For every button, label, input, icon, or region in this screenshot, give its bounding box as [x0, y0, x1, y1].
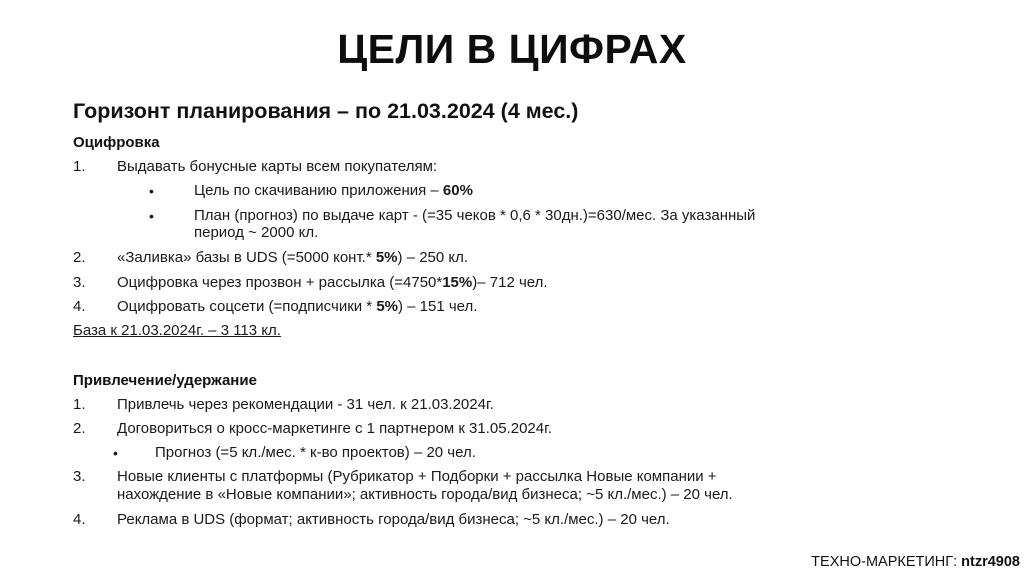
- retention-heading: Привлечение/удержание: [73, 372, 257, 389]
- retention-sub-item-1: Прогноз (=5 кл./мес. * к-во проектов) – 20 чел.: [155, 444, 476, 461]
- digitization-item-1-number: 1.: [73, 158, 86, 175]
- retention-item-2-text: Договориться о кросс-маркетинге с 1 партнером к 31.05.2024г.: [117, 420, 552, 437]
- base-total: База к 21.03.2024г. – 3 113 кл.: [73, 322, 281, 339]
- digitization-sub-item-2-line-2: период ~ 2000 кл.: [194, 224, 319, 241]
- page-title: ЦЕЛИ В ЦИФРАХ: [337, 26, 687, 72]
- retention-item-1-number: 1.: [73, 396, 86, 413]
- digitization-item-2-number: 2.: [73, 249, 86, 266]
- bullet-icon: •: [149, 208, 154, 224]
- digitization-item-2-text: «Заливка» базы в UDS (=5000 конт.* 5%) – 250 кл.: [117, 249, 469, 266]
- digitization-item-3-number: 3.: [73, 274, 86, 291]
- retention-item-4-text: Реклама в UDS (формат; активность города/вид бизнеса; ~5 кл./мес.) – 20 чел.: [117, 511, 670, 528]
- bullet-icon: •: [113, 445, 118, 461]
- planning-horizon-subtitle: Горизонт планирования – по 21.03.2024 (4 мес.): [73, 99, 579, 123]
- retention-item-4-number: 4.: [73, 511, 86, 528]
- retention-item-3-line-2: нахождение в «Новые компании»; активность города/вид бизнеса; ~5 кл./мес.) – 20 чел.: [117, 486, 733, 503]
- bullet-icon: •: [149, 183, 154, 199]
- retention-item-2-number: 2.: [73, 420, 86, 437]
- digitization-sub-item-2-line-1: План (прогноз) по выдаче карт - (=35 чеков * 0,6 * 30дн.)=630/мес. За указанный: [194, 207, 756, 224]
- digitization-item-4-number: 4.: [73, 298, 86, 315]
- footer-credit: ТЕХНО-МАРКЕТИНГ: ntzr4908: [811, 554, 1020, 570]
- digitization-heading: Оцифровка: [73, 134, 160, 151]
- digitization-sub-item-1: Цель по скачиванию приложения – 60%: [194, 182, 473, 199]
- digitization-item-4-text: Оцифровать соцсети (=подписчики * 5%) – 151 чел.: [117, 298, 478, 315]
- digitization-item-3-text: Оцифровка через прозвон + рассылка (=4750*15%)– 712 чел.: [117, 274, 548, 291]
- digitization-item-1-text: Выдавать бонусные карты всем покупателям:: [117, 158, 438, 175]
- retention-item-3-number: 3.: [73, 468, 86, 485]
- retention-item-1-text: Привлечь через рекомендации - 31 чел. к 21.03.2024г.: [117, 396, 494, 413]
- retention-item-3-line-1: Новые клиенты с платформы (Рубрикатор + Подборки + рассылка Новые компании +: [117, 468, 717, 485]
